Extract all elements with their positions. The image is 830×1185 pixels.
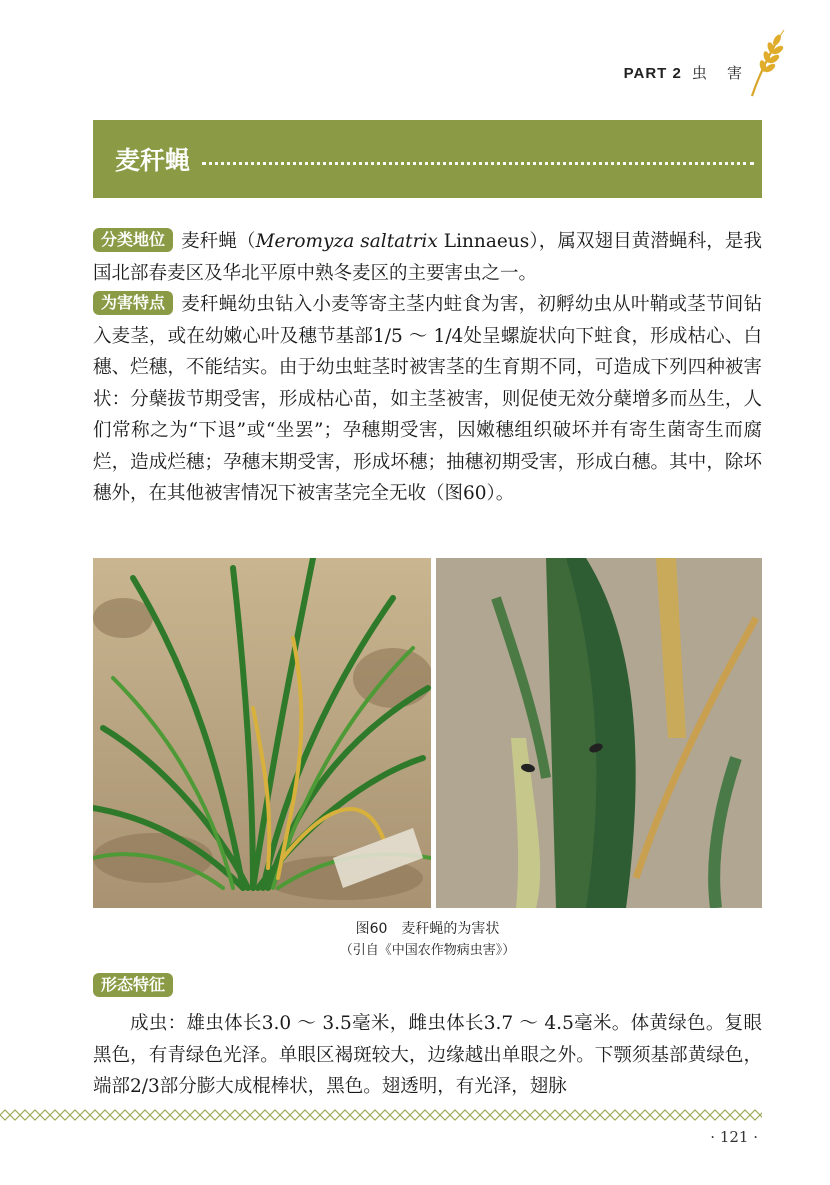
wheat-field-photo <box>93 558 431 908</box>
figure-photos <box>93 558 762 908</box>
running-header <box>624 62 750 83</box>
section-title-bar <box>93 120 762 198</box>
morphology-tag: 形态特征 <box>93 973 173 997</box>
part-label: PART 2 <box>623 65 682 82</box>
stem-closeup-photo <box>436 558 762 908</box>
damage-text: 麦秆蝇幼虫钻入小麦等寄主茎内蛀食为害，初孵幼虫从叶鞘或茎节间钻入麦茎，或在幼嫩心叶及穗节基部1/5 ～ 1/4处呈螺旋状向下蛀食，形成枯心、白穗、烂穗，不能结实。由于幼虫蛀茎时被害茎的生育期不同，可造成下列四种被害状：分蘖拔节期受害，形成枯心苗，如主茎被害，则促使无效分蘖增多而丛生，人们常称之为“下退”或“坐罢”；孕穗期受害，因嫩穗组织破坏并有寄生菌寄生而腐烂，造成烂穗；孕穗末期受害，形成坏穗；抽穗初期受害，形成白穗。其中，除坏穗外，在其他被害情况下被害茎完全无收（图60）。 <box>93 294 762 504</box>
morphology-paragraph <box>93 1008 762 1103</box>
figure-source: （引自《中国农作物病虫害》） <box>339 943 516 958</box>
classification-tag: 分类地位 <box>93 228 173 252</box>
page-number: · 121 · <box>710 1128 758 1146</box>
figure-caption: 图60 麦秆蝇的为害状 <box>355 921 500 937</box>
title-dotted-leader <box>202 162 754 165</box>
damage-tag: 为害特点 <box>93 291 173 315</box>
classification-text-before: 麦秆蝇（ <box>181 231 256 252</box>
wheat-icon <box>744 30 786 98</box>
scientific-name: Meromyza saltatrix <box>255 231 438 252</box>
morphology-text: 成虫：雄虫体长3.0 ～ 3.5毫米，雌虫体长3.7 ～ 4.5毫米。体黄绿色。复眼黑色，有青绿色光泽。单眼区褐斑较大，边缘越出单眼之外。下颚须基部黄绿色，端部2/3部分膨大成棍棒状，黑色。翅透明，有光泽，翅脉 <box>93 1013 762 1097</box>
classification-paragraph <box>93 226 762 289</box>
damage-paragraph <box>93 289 762 510</box>
decorative-border <box>0 1109 762 1121</box>
classification-text-after: Linnaeus），属双翅目黄潜蝇科，是我国北部春麦区及华北平原中熟冬麦区的主要害虫之一。 <box>93 231 762 284</box>
figure-caption-block <box>93 918 762 962</box>
section-label: 虫 害 <box>691 65 750 82</box>
page-title: 麦秆蝇 <box>115 146 191 175</box>
